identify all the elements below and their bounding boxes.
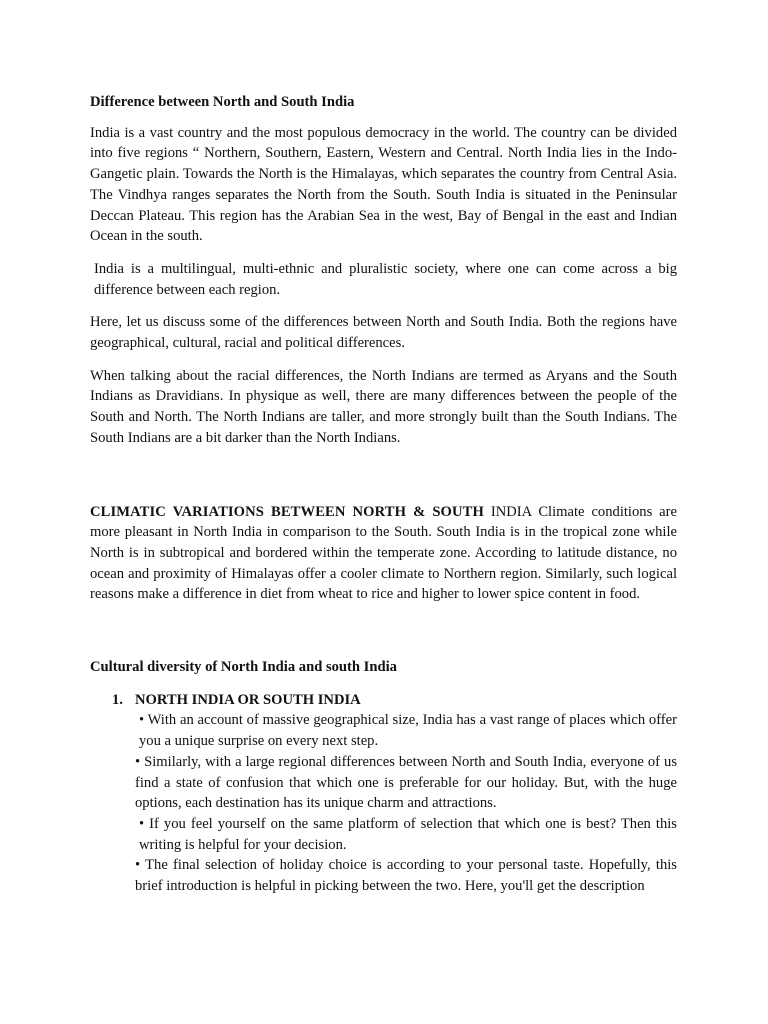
numbered-list [90, 690, 677, 897]
document-title: Difference between North and South India [90, 94, 355, 110]
list-number: 1. [112, 691, 123, 708]
bullet-item: • If you feel yourself on the same platform of selection that which one is best? Then this writing is helpful for your decision. [139, 815, 677, 853]
climate-text: INDIA Climate conditions are more pleasant in North India in comparison to the South. South India is in the tropical zone while North is in subtropical and bordered within the temperate zone. According to latitude distance, no ocean and proximity of Himalayas offer a cooler climate to Northern region. Similarly, such logical reasons make a difference in diet from wheat to rice and higher to lower spice content in food. [90, 503, 677, 603]
bullet-list [135, 710, 677, 896]
document-body [90, 92, 677, 897]
paragraph-climate [90, 502, 677, 606]
paragraph-intro: India is a vast country and the most populous democracy in the world. The country can be divided into five regions “ Northern, Southern, Eastern, Western and Central. North India lies in the Indo-Gangetic plain. Towards the North is the Himalayas, which separates the country from Central Asia. The Vindhya ranges separates the North from the South. South India is situated in the Peninsular Deccan Plateau. This region has the Arabian Sea in the west, Bay of Bengal in the east and Indian Ocean in the south. [90, 124, 677, 245]
bullet-item: • The final selection of holiday choice is according to your personal taste. Hopefully, this brief introduction is helpful in picking between the two. Here, you'll get the description [135, 857, 677, 895]
bullet-item: • Similarly, with a large regional differences between North and South India, everyone of us find a state of confusion that which one is preferable for our holiday. But, with the huge options, each destination has its unique charm and attractions. [135, 753, 677, 812]
list-item [90, 690, 677, 897]
cultural-heading: Cultural diversity of North India and south India [90, 659, 397, 676]
bullet-item: • With an account of massive geographical size, India has a vast range of places which offer you a unique surprise on every next step. [139, 712, 677, 750]
climate-heading: CLIMATIC VARIATIONS BETWEEN NORTH & SOUTH [90, 503, 484, 520]
list-item-title: NORTH INDIA OR SOUTH INDIA [135, 691, 361, 708]
paragraph-multilingual: India is a multilingual, multi-ethnic and pluralistic society, where one can come across a big difference between each region. [94, 260, 677, 298]
paragraph-differences: Here, let us discuss some of the differences between North and South India. Both the regions have geographical, cultural, racial and political differences. [90, 314, 677, 352]
paragraph-racial: When talking about the racial differences, the North Indians are termed as Aryans and the South Indians as Dravidians. In physique as well, there are many differences between the people of the South and North. The North Indians are taller, and more strongly built than the South Indians. The South Indians are a bit darker than the North Indians. [90, 367, 677, 446]
